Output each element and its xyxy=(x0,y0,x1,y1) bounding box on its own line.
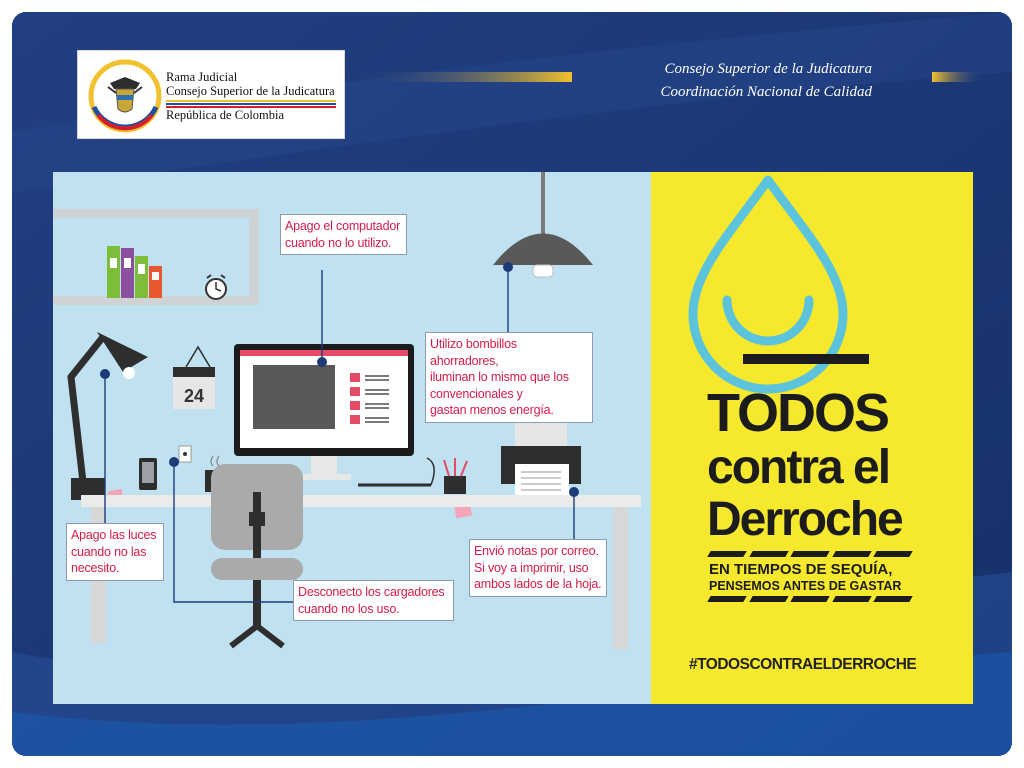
printer-icon xyxy=(501,416,581,502)
desk-lamp-icon xyxy=(71,332,148,500)
header-department: Coordinación Nacional de Calidad xyxy=(660,84,872,100)
office-scene xyxy=(53,172,651,704)
header-stripe-right xyxy=(932,72,984,82)
binders-icon xyxy=(107,246,162,298)
office-chair xyxy=(211,464,303,646)
callout-chargers: Desconecto los cargadores cuando no los uso. xyxy=(293,580,454,621)
pencil-cup-icon xyxy=(444,458,467,494)
logo-line-2: Consejo Superior de la Judicatura xyxy=(166,84,335,98)
keyboard-icon xyxy=(358,458,434,485)
callout-lights: Apago las luces cuando no las necesito. xyxy=(66,523,164,581)
mobile-phone-icon xyxy=(139,458,157,490)
coat-of-arms-icon xyxy=(86,57,164,135)
callout-notes: Envió notas por correo. Si voy a imprimir, uso ambos lados de la hoja. xyxy=(469,539,607,597)
power-outlet-icon xyxy=(179,446,191,462)
logo-rule-blue xyxy=(166,103,336,105)
water-drop-icon xyxy=(693,180,869,389)
logo-line-3: República de Colombia xyxy=(166,108,285,122)
logo-box xyxy=(77,50,345,139)
dashed-rule-top xyxy=(709,551,911,557)
logo-line-1: Rama Judicial xyxy=(166,70,238,84)
callout-computer: Apago el computador cuando no lo utilizo. xyxy=(280,214,407,255)
logo-rule-gold xyxy=(166,100,336,102)
campaign-title-derroche: Derroche xyxy=(707,493,902,546)
header-institution: Consejo Superior de la Judicatura xyxy=(664,61,872,77)
alarm-clock-icon xyxy=(206,275,226,299)
campaign-hashtag: #TODOSCONTRAELDERROCHE xyxy=(689,656,917,673)
campaign-panel xyxy=(651,172,973,704)
dashed-rule-bottom xyxy=(709,596,911,602)
campaign-subtitle-2: PENSEMOS ANTES DE GASTAR xyxy=(709,579,902,593)
header-stripe-left xyxy=(352,72,572,82)
campaign-title-contra: contra el xyxy=(707,441,890,494)
campaign-title-todos: TODOS xyxy=(707,383,889,443)
callout-bulbs: Utilizo bombillos ahorradores, iluminan lo mismo que los convencionales y gastan menos energía. xyxy=(425,332,593,423)
ceiling-lamp-icon xyxy=(493,172,593,277)
campaign-subtitle-1: EN TIEMPOS DE SEQUÍA, xyxy=(709,561,893,578)
slide xyxy=(12,12,1012,756)
calendar-day: 24 xyxy=(183,386,205,406)
